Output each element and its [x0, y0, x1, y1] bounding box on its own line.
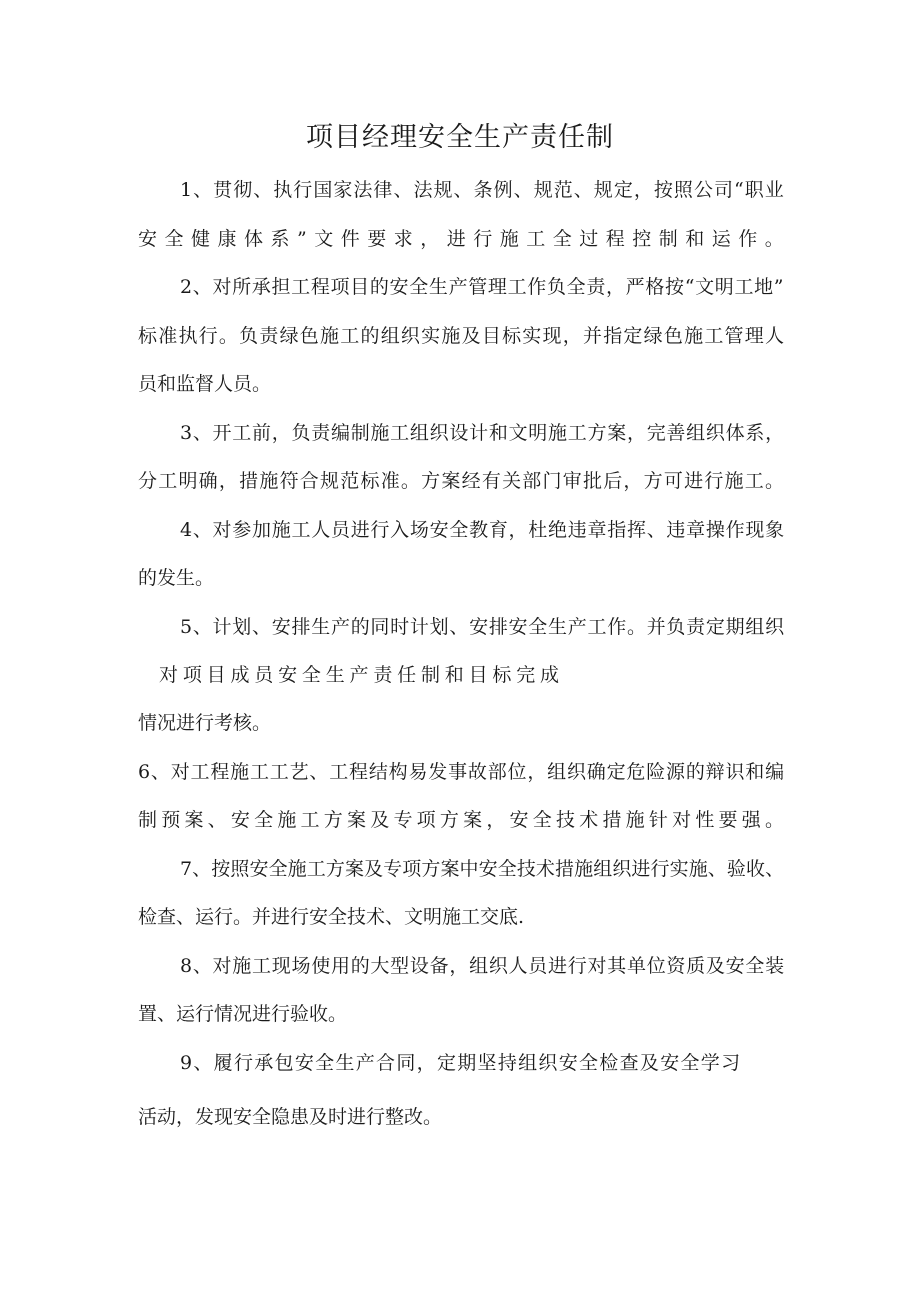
paragraph-line: 3、开工前，负责编制施工组织设计和文明施工方案，完善组织体系， — [180, 422, 785, 444]
paragraph-line: 9、履行承包安全生产合同，定期坚持组织安全检查及安全学习 — [180, 1052, 742, 1074]
paragraph-line: 5、计划、安排生产的同时计划、安排安全生产工作。并负责定期组织 — [180, 616, 785, 638]
paragraph-line: 活动，发现安全隐患及时进行整改。 — [138, 1106, 443, 1128]
paragraph-line: 标准执行。负责绿色施工的组织实施及目标实现，并指定绿色施工管理人 — [138, 325, 786, 347]
paragraph-line: 置、运行情况进行验收。 — [138, 1003, 348, 1025]
document-title: 项目经理安全生产责任制 — [306, 122, 614, 153]
paragraph-line: 6、对工程施工工艺、工程结构易发事故部位，组织确定危险源的辩识和编 — [138, 761, 785, 783]
paragraph-line: 安全健康体系”文件要求，进行施工全过程控制和运作。 — [138, 228, 792, 250]
paragraph-line: 检查、运行。并进行安全技术、文明施工交底. — [138, 906, 525, 928]
paragraph-line: 情况进行考核。 — [138, 712, 272, 734]
paragraph-line: 8、对施工现场使用的大型设备，组织人员进行对其单位资质及安全装 — [180, 955, 785, 977]
paragraph-line: 员和监督人员。 — [138, 373, 272, 395]
paragraph-line: 2、对所承担工程项目的安全生产管理工作负全责，严格按“文明工地” — [180, 276, 785, 298]
paragraph-line: 对项目成员安全生产责任制和目标完成 — [159, 664, 564, 686]
paragraph-line: 分工明确，措施符合规范标准。方案经有关部门审批后，方可进行施工。 — [138, 470, 786, 492]
paragraph-line: 1、贯彻、执行国家法律、法规、条例、规范、规定，按照公司“职业 — [180, 179, 785, 201]
paragraph-line: 7、按照安全施工方案及专项方案中安全技术措施组织进行实施、验收、 — [180, 858, 785, 880]
paragraph-line: 制预案、安全施工方案及专项方案，安全技术措施针对性要强。 — [138, 809, 789, 831]
paragraph-line: 的发生。 — [138, 567, 215, 589]
paragraph-line: 4、对参加施工人员进行入场安全教育，杜绝违章指挥、违章操作现象 — [180, 519, 785, 541]
